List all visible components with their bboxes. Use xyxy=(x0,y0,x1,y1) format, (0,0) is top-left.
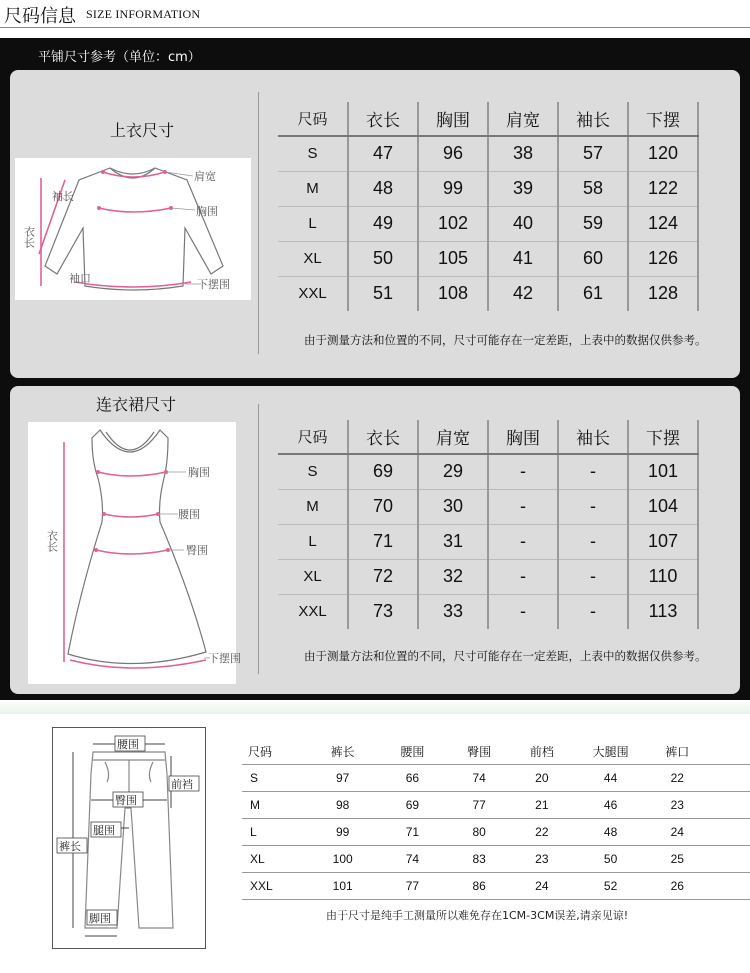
cell: 124 xyxy=(628,206,698,241)
cell: XL xyxy=(278,559,348,594)
table-row xyxy=(278,594,698,629)
table-row xyxy=(278,524,698,559)
table-row xyxy=(242,872,750,899)
cell: 59 xyxy=(558,206,628,241)
label-hip: 臀围 xyxy=(115,794,137,807)
cell: 32 xyxy=(418,559,488,594)
col-header: 下摆 xyxy=(628,420,698,454)
cell: 41 xyxy=(488,241,558,276)
cell: 20 xyxy=(511,764,573,791)
cell: - xyxy=(488,489,558,524)
cell: 38 xyxy=(488,136,558,171)
table-row xyxy=(242,791,750,818)
col-header: 裤口 xyxy=(648,740,706,764)
cell: 40 xyxy=(488,206,558,241)
table-row xyxy=(278,206,698,241)
top-section-title: 上衣尺寸 xyxy=(110,121,175,140)
cell-spacer xyxy=(706,791,750,818)
cell: 71 xyxy=(348,524,418,559)
label-hip: 臀围 xyxy=(186,544,208,557)
cell: 96 xyxy=(418,136,488,171)
cell: 101 xyxy=(628,454,698,489)
cell: 74 xyxy=(378,845,448,872)
dress-diagram xyxy=(28,422,241,684)
cell: M xyxy=(278,171,348,206)
table-row xyxy=(242,818,750,845)
size-panel xyxy=(0,38,750,700)
header-title-en: SIZE INFORMATION xyxy=(86,7,201,21)
col-header: 袖长 xyxy=(558,102,628,136)
col-header: 胸围 xyxy=(488,420,558,454)
cell: 50 xyxy=(348,241,418,276)
cell: 44 xyxy=(573,764,649,791)
label-thigh: 腿围 xyxy=(93,824,115,837)
cell: 23 xyxy=(648,791,706,818)
cell: L xyxy=(278,206,348,241)
table-header-row xyxy=(242,740,750,764)
cell: - xyxy=(558,594,628,629)
label-cuff: 袖口 xyxy=(69,272,91,285)
panel-title: 平铺尺寸参考（单位：cm） xyxy=(38,50,201,65)
col-header: 肩宽 xyxy=(488,102,558,136)
cell: 48 xyxy=(348,171,418,206)
table-row xyxy=(278,489,698,524)
table-row xyxy=(242,845,750,872)
sweater-diagram xyxy=(15,158,251,300)
divider xyxy=(258,92,259,354)
header-title-cn: 尺码信息 xyxy=(4,6,76,27)
cell: 39 xyxy=(488,171,558,206)
top-illustration xyxy=(15,158,251,300)
dress-illustration xyxy=(28,422,241,684)
cell-spacer xyxy=(706,764,750,791)
cell: 21 xyxy=(511,791,573,818)
pants-disclaimer: 由于尺寸是纯手工测量所以难免存在1CM-3CM误差,请亲见谅! xyxy=(326,909,629,922)
label-waist: 腰围 xyxy=(117,738,139,751)
cell: 66 xyxy=(378,764,448,791)
col-header: 臀围 xyxy=(447,740,511,764)
cell: 31 xyxy=(418,524,488,559)
cell: 99 xyxy=(308,818,378,845)
cell: - xyxy=(488,454,558,489)
cell: 98 xyxy=(308,791,378,818)
col-header: 胸围 xyxy=(418,102,488,136)
cell: 50 xyxy=(573,845,649,872)
dress-disclaimer: 由于测量方法和位置的不同，尺寸可能存在一定差距，上表中的数据仅供参考。 xyxy=(304,649,707,663)
table-row xyxy=(278,559,698,594)
cell: S xyxy=(278,136,348,171)
cell: M xyxy=(278,489,348,524)
table-row xyxy=(278,171,698,206)
cell: 80 xyxy=(447,818,511,845)
cell: 110 xyxy=(628,559,698,594)
col-header: 前档 xyxy=(511,740,573,764)
cell: 101 xyxy=(308,872,378,899)
cell: 99 xyxy=(418,171,488,206)
cell: S xyxy=(242,764,308,791)
cell: 24 xyxy=(511,872,573,899)
cell: 60 xyxy=(558,241,628,276)
cell: 46 xyxy=(573,791,649,818)
cell: 61 xyxy=(558,276,628,311)
cell: XXL xyxy=(242,872,308,899)
table-row xyxy=(242,764,750,791)
cell: XXL xyxy=(278,594,348,629)
page-header xyxy=(0,0,750,28)
label-shoulder: 肩宽 xyxy=(194,170,216,183)
table-row xyxy=(278,276,698,311)
cell: 70 xyxy=(348,489,418,524)
col-header: 衣长 xyxy=(348,102,418,136)
col-header: 衣长 xyxy=(348,420,418,454)
top-size-table xyxy=(278,102,699,311)
table-header-row xyxy=(278,102,698,136)
cell: XL xyxy=(242,845,308,872)
cell: - xyxy=(488,594,558,629)
cell: 58 xyxy=(558,171,628,206)
cell: 51 xyxy=(348,276,418,311)
cell: 102 xyxy=(418,206,488,241)
cell: 126 xyxy=(628,241,698,276)
label-hem: 下摆围 xyxy=(197,278,230,291)
col-header: 下摆 xyxy=(628,102,698,136)
label-length: 裤长 xyxy=(59,840,81,853)
pants-size-table xyxy=(242,740,750,900)
col-spacer xyxy=(706,740,750,764)
cell: XXL xyxy=(278,276,348,311)
cell: 71 xyxy=(378,818,448,845)
table-row xyxy=(278,136,698,171)
cell: - xyxy=(558,489,628,524)
cell: 49 xyxy=(348,206,418,241)
col-header: 腰围 xyxy=(378,740,448,764)
cell: 128 xyxy=(628,276,698,311)
cell: M xyxy=(242,791,308,818)
cell-spacer xyxy=(706,872,750,899)
col-header: 裤长 xyxy=(308,740,378,764)
pants-diagram xyxy=(53,728,205,948)
cell: 24 xyxy=(648,818,706,845)
cell: 29 xyxy=(418,454,488,489)
cell: 86 xyxy=(447,872,511,899)
cell: 23 xyxy=(511,845,573,872)
col-header: 袖长 xyxy=(558,420,628,454)
cell: 77 xyxy=(378,872,448,899)
cell: 104 xyxy=(628,489,698,524)
col-header: 大腿围 xyxy=(573,740,649,764)
cell: 105 xyxy=(418,241,488,276)
cell: 42 xyxy=(488,276,558,311)
cell-spacer xyxy=(706,818,750,845)
table-header-row xyxy=(278,420,698,454)
cell: 69 xyxy=(378,791,448,818)
label-waist: 腰围 xyxy=(178,508,200,521)
cell: 113 xyxy=(628,594,698,629)
label-chest: 胸围 xyxy=(196,205,218,218)
divider xyxy=(258,404,259,674)
col-header: 尺码 xyxy=(278,420,348,454)
cell: S xyxy=(278,454,348,489)
cell: 33 xyxy=(418,594,488,629)
label-chest: 胸围 xyxy=(188,466,210,479)
cell: 77 xyxy=(447,791,511,818)
cell: 74 xyxy=(447,764,511,791)
label-length: 衣长 xyxy=(45,530,59,552)
cell: - xyxy=(558,524,628,559)
cell: 22 xyxy=(511,818,573,845)
cell: 122 xyxy=(628,171,698,206)
cell: 26 xyxy=(648,872,706,899)
cell: 52 xyxy=(573,872,649,899)
label-hem: 下摆围 xyxy=(208,652,241,665)
cell: 100 xyxy=(308,845,378,872)
dress-size-table xyxy=(278,420,699,629)
section-divider-bar xyxy=(0,700,750,714)
cell: - xyxy=(488,559,558,594)
cell: 69 xyxy=(348,454,418,489)
col-header: 尺码 xyxy=(278,102,348,136)
cell: 73 xyxy=(348,594,418,629)
cell: - xyxy=(488,524,558,559)
cell: 22 xyxy=(648,764,706,791)
cell: 83 xyxy=(447,845,511,872)
cell: XL xyxy=(278,241,348,276)
cell: - xyxy=(558,559,628,594)
col-header: 尺码 xyxy=(242,740,308,764)
label-leg: 脚围 xyxy=(89,912,111,925)
label-length: 衣长 xyxy=(22,226,36,248)
cell: 47 xyxy=(348,136,418,171)
top-size-box xyxy=(10,70,740,378)
cell: 108 xyxy=(418,276,488,311)
pants-illustration xyxy=(52,727,206,949)
cell: 97 xyxy=(308,764,378,791)
top-disclaimer: 由于测量方法和位置的不同，尺寸可能存在一定差距，上表中的数据仅供参考。 xyxy=(304,333,707,347)
cell: 48 xyxy=(573,818,649,845)
table-row xyxy=(278,241,698,276)
cell: 30 xyxy=(418,489,488,524)
label-sleeve: 袖长 xyxy=(52,190,74,203)
cell: L xyxy=(278,524,348,559)
cell: - xyxy=(558,454,628,489)
cell: 120 xyxy=(628,136,698,171)
table-row xyxy=(278,454,698,489)
cell: L xyxy=(242,818,308,845)
dress-section-title: 连衣裙尺寸 xyxy=(96,395,177,414)
label-rise: 前裆 xyxy=(171,778,193,791)
cell: 72 xyxy=(348,559,418,594)
dress-size-box xyxy=(10,386,740,694)
cell: 25 xyxy=(648,845,706,872)
cell: 57 xyxy=(558,136,628,171)
cell-spacer xyxy=(706,845,750,872)
col-header: 肩宽 xyxy=(418,420,488,454)
cell: 107 xyxy=(628,524,698,559)
